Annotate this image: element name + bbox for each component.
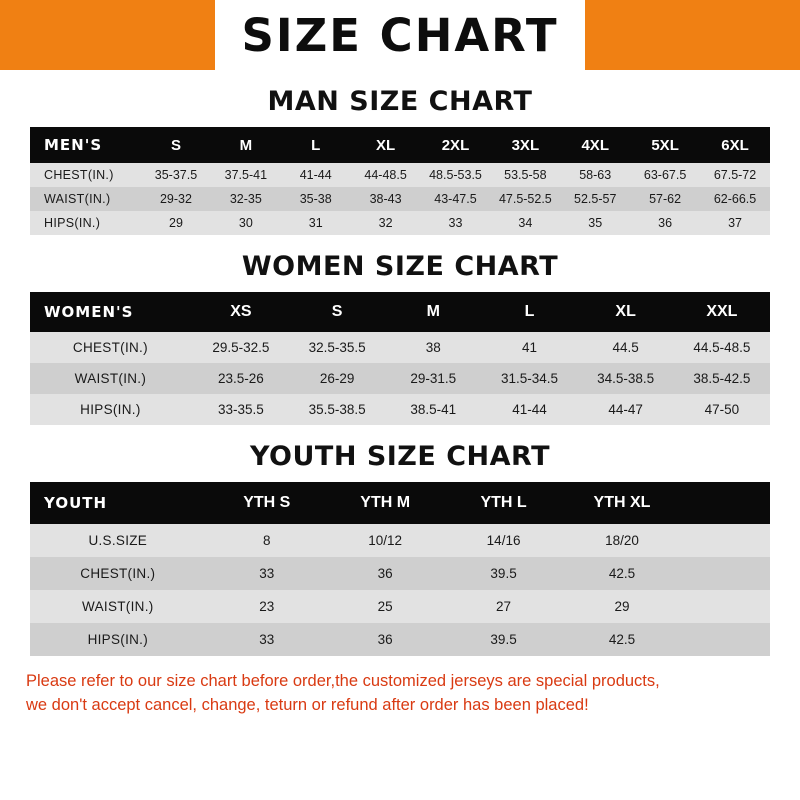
table-cell: 53.5-58 [490,163,560,187]
table-cell: 43-47.5 [421,187,491,211]
table-cell: 38 [385,332,481,363]
table-cell: 38.5-42.5 [674,363,770,394]
column-header: 6XL [700,127,770,163]
column-header: MEN'S [30,127,141,163]
column-header: YTH S [208,482,326,524]
header-banner [0,0,800,70]
table-cell: 36 [630,211,700,235]
row-label: WAIST(IN.) [30,363,193,394]
column-header: 2XL [421,127,491,163]
table-cell: 8 [208,524,326,557]
table-cell: 58-63 [560,163,630,187]
table-cell: 23.5-26 [193,363,289,394]
table-header-row [30,127,770,163]
table-cell: 47.5-52.5 [490,187,560,211]
table-cell: 36 [326,557,444,590]
table-cell: 42.5 [563,623,681,656]
column-header: YOUTH [30,482,208,524]
table-row [30,394,770,425]
table-cell: 33 [421,211,491,235]
page-title: SIZE CHART [241,8,559,62]
table-cell: 47-50 [674,394,770,425]
table-row [30,187,770,211]
youth-size-table [30,482,770,656]
table-row [30,211,770,235]
table-cell: 25 [326,590,444,623]
table-cell: 29 [141,211,211,235]
table-cell: 33-35.5 [193,394,289,425]
table-cell: 35-37.5 [141,163,211,187]
table-cell: 33 [208,623,326,656]
column-header: XXL [674,292,770,332]
table-cell: 34 [490,211,560,235]
table-cell-spacer [681,524,770,557]
table-cell: 30 [211,211,281,235]
column-header-spacer [681,482,770,524]
table-cell: 23 [208,590,326,623]
table-cell: 27 [444,590,562,623]
banner-left-band [0,0,215,70]
column-header: YTH M [326,482,444,524]
table-cell: 42.5 [563,557,681,590]
table-cell: 32-35 [211,187,281,211]
row-label: CHEST(IN.) [30,163,141,187]
footer-line-1: Please refer to our size chart before order,the customized jerseys are special products, [26,672,660,690]
table-cell: 41-44 [481,394,577,425]
table-cell: 44-47 [578,394,674,425]
table-cell: 39.5 [444,623,562,656]
table-cell: 14/16 [444,524,562,557]
table-cell: 37.5-41 [211,163,281,187]
table-cell: 34.5-38.5 [578,363,674,394]
column-header: L [281,127,351,163]
table-cell: 38-43 [351,187,421,211]
man-section-title: MAN SIZE CHART [267,86,533,117]
table-cell: 32.5-35.5 [289,332,385,363]
table-header-row [30,482,770,524]
table-cell: 67.5-72 [700,163,770,187]
table-cell: 31.5-34.5 [481,363,577,394]
table-cell: 26-29 [289,363,385,394]
table-cell: 29-31.5 [385,363,481,394]
table-cell: 41 [481,332,577,363]
table-cell: 32 [351,211,421,235]
column-header: L [481,292,577,332]
footer-line-2: we don't accept cancel, change, teturn or refund after order has been placed! [26,695,589,714]
column-header: XL [578,292,674,332]
table-cell: 52.5-57 [560,187,630,211]
table-cell: 44.5-48.5 [674,332,770,363]
women-section-title: WOMEN SIZE CHART [241,251,559,282]
table-row [30,332,770,363]
table-cell: 48.5-53.5 [421,163,491,187]
table-cell: 63-67.5 [630,163,700,187]
column-header: M [211,127,281,163]
table-cell: 29 [563,590,681,623]
table-row [30,163,770,187]
column-header: 3XL [490,127,560,163]
column-header: XS [193,292,289,332]
column-header: 4XL [560,127,630,163]
table-header-row [30,292,770,332]
column-header: 5XL [630,127,700,163]
youth-section-title: YOUTH SIZE CHART [249,441,551,472]
table-cell: 37 [700,211,770,235]
youth-table-wrapper [0,482,800,656]
column-header: S [289,292,385,332]
table-cell-spacer [681,557,770,590]
table-cell: 36 [326,623,444,656]
row-label: CHEST(IN.) [30,332,193,363]
row-label: U.S.SIZE [30,524,208,557]
women-table-wrapper [0,292,800,425]
column-header: YTH L [444,482,562,524]
table-cell: 31 [281,211,351,235]
row-label: WAIST(IN.) [30,590,208,623]
table-cell: 57-62 [630,187,700,211]
table-cell: 39.5 [444,557,562,590]
table-cell: 62-66.5 [700,187,770,211]
man-table-wrapper [0,127,800,235]
table-cell: 18/20 [563,524,681,557]
table-cell: 33 [208,557,326,590]
table-cell: 38.5-41 [385,394,481,425]
table-cell-spacer [681,590,770,623]
man-size-table [30,127,770,235]
column-header: XL [351,127,421,163]
table-cell: 35.5-38.5 [289,394,385,425]
table-cell: 44-48.5 [351,163,421,187]
women-size-table [30,292,770,425]
column-header: WOMEN'S [30,292,193,332]
table-cell: 29-32 [141,187,211,211]
banner-right-band [585,0,800,70]
table-row [30,623,770,656]
table-cell: 10/12 [326,524,444,557]
column-header: S [141,127,211,163]
table-cell-spacer [681,623,770,656]
column-header: M [385,292,481,332]
row-label: HIPS(IN.) [30,211,141,235]
row-label: HIPS(IN.) [30,623,208,656]
table-row [30,363,770,394]
column-header: YTH XL [563,482,681,524]
table-row [30,524,770,557]
table-cell: 35-38 [281,187,351,211]
table-cell: 44.5 [578,332,674,363]
footer-disclaimer [0,656,800,718]
table-cell: 41-44 [281,163,351,187]
row-label: WAIST(IN.) [30,187,141,211]
table-row [30,590,770,623]
table-cell: 35 [560,211,630,235]
table-row [30,557,770,590]
row-label: HIPS(IN.) [30,394,193,425]
row-label: CHEST(IN.) [30,557,208,590]
table-cell: 29.5-32.5 [193,332,289,363]
